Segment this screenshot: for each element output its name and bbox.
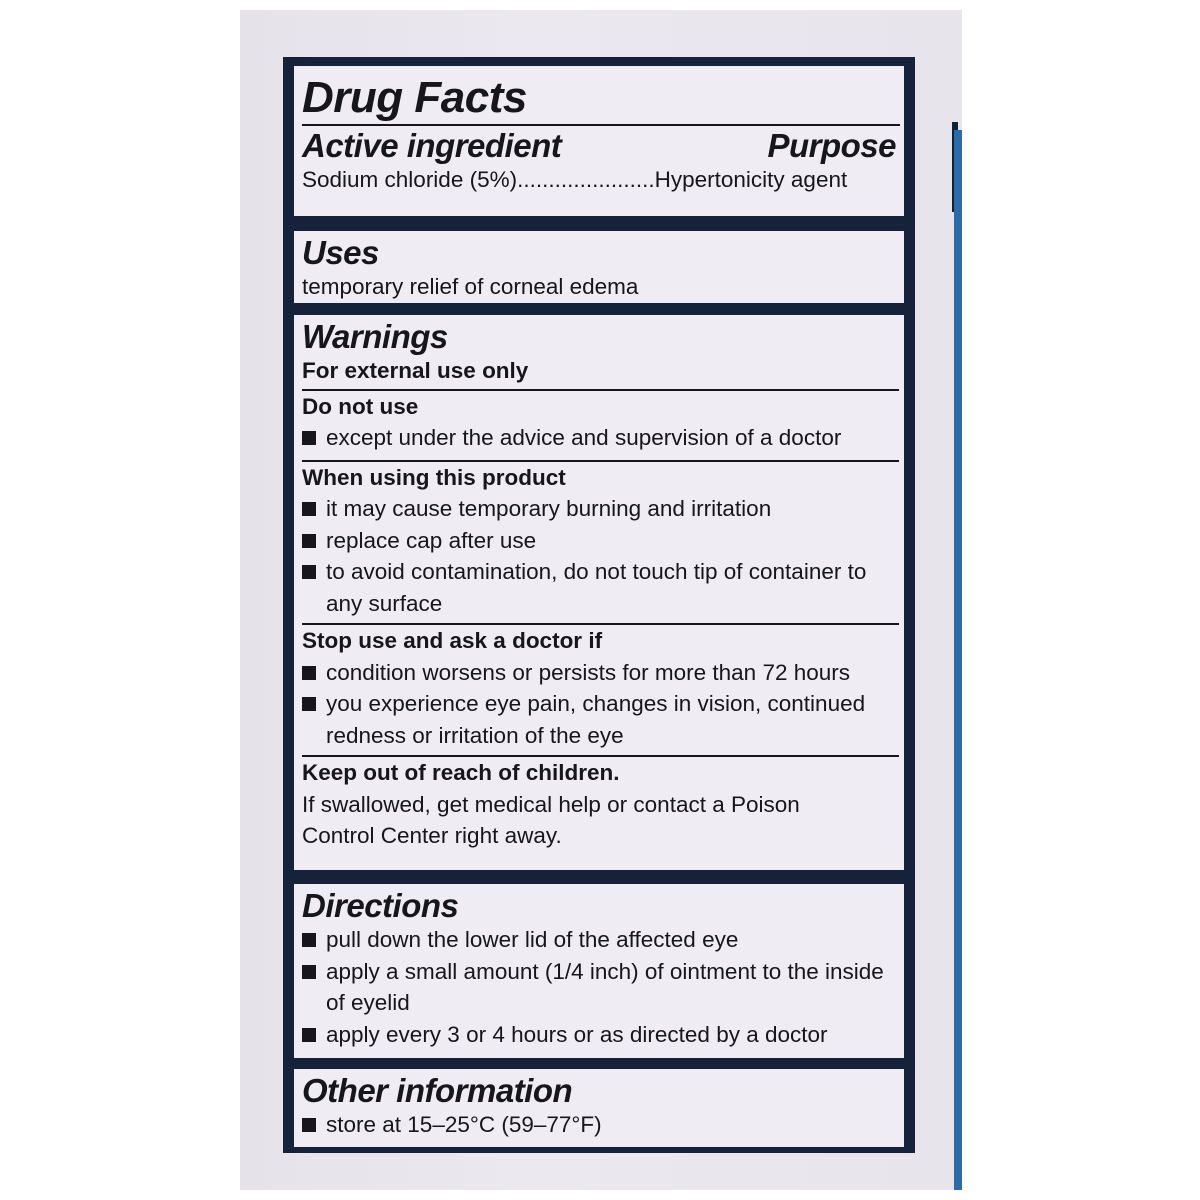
list-item-text: you experience eye pain, changes in vision, continued redness or irritation of the eye	[326, 691, 866, 748]
stop-use-heading: Stop use and ask a doctor if	[302, 628, 603, 653]
purpose-heading: Purpose	[767, 127, 896, 164]
list-item-text: apply a small amount (1/4 inch) of ointment to the inside of eyelid	[326, 958, 884, 1015]
bullet-square-icon	[302, 666, 316, 680]
bullet-square-icon	[302, 534, 316, 548]
bullet-square-icon	[302, 1028, 316, 1042]
do-not-use-heading: Do not use	[302, 393, 419, 419]
list-item	[302, 493, 899, 525]
list-item-text: apply every 3 or 4 hours or as directed by a doctor	[326, 1021, 828, 1047]
active-ingredient-header-row	[302, 128, 896, 164]
bullet-square-icon	[302, 431, 316, 445]
list-item	[302, 1109, 896, 1141]
bullet-square-icon	[302, 502, 316, 516]
list-item-text: except under the advice and supervision of a doctor	[326, 425, 842, 450]
list-item-text: condition worsens or persists for more than 72 hours	[326, 659, 851, 685]
active-ingredient-line: Sodium chloride (5%)......................Hypertonicity agent	[302, 167, 848, 192]
list-item	[302, 1019, 896, 1051]
directions-heading: Directions	[302, 887, 459, 924]
list-item-text: replace cap after use	[326, 527, 537, 553]
external-use-text: For external use only	[302, 358, 529, 383]
box-edge-strip	[954, 130, 962, 1190]
warnings-heading: Warnings	[302, 318, 448, 355]
list-item	[302, 556, 899, 619]
list-item-text: pull down the lower lid of the affected eye	[326, 927, 739, 952]
list-item	[302, 422, 899, 454]
keep-out-heading: Keep out of reach of children.	[302, 760, 620, 785]
active-ingredient-heading: Active ingredient	[302, 127, 562, 164]
uses-heading: Uses	[302, 234, 379, 271]
directions-section	[294, 884, 904, 1058]
list-item	[302, 688, 899, 751]
active-ingredient-section	[294, 66, 904, 216]
uses-section	[294, 231, 904, 303]
bullet-square-icon	[302, 933, 316, 947]
list-item	[302, 956, 896, 1019]
keep-out-block	[302, 755, 899, 852]
stop-use-block	[302, 623, 899, 751]
list-item	[302, 924, 896, 956]
when-using-heading: When using this product	[302, 464, 566, 490]
warnings-section	[294, 315, 904, 870]
list-item	[302, 525, 899, 557]
drug-facts-panel	[283, 57, 915, 1153]
bullet-square-icon	[302, 1118, 316, 1132]
other-information-section	[294, 1069, 904, 1147]
bullet-square-icon	[302, 565, 316, 579]
list-item-text: store at 15–25°C (59–77°F)	[326, 1112, 602, 1137]
drug-facts-title: Drug Facts	[302, 66, 900, 126]
bullet-square-icon	[302, 697, 316, 711]
product-box	[240, 10, 962, 1190]
do-not-use-block	[302, 389, 899, 454]
keep-out-text: If swallowed, get medical help or contact a Poison Control Center right away.	[302, 791, 800, 848]
uses-text: temporary relief of corneal edema	[302, 274, 639, 299]
list-item-text: to avoid contamination, do not touch tip of container to any surface	[326, 559, 867, 616]
list-item-text: it may cause temporary burning and irritation	[326, 496, 772, 521]
other-information-heading: Other information	[302, 1072, 573, 1109]
bullet-square-icon	[302, 965, 316, 979]
list-item	[302, 657, 899, 689]
when-using-block	[302, 460, 899, 620]
